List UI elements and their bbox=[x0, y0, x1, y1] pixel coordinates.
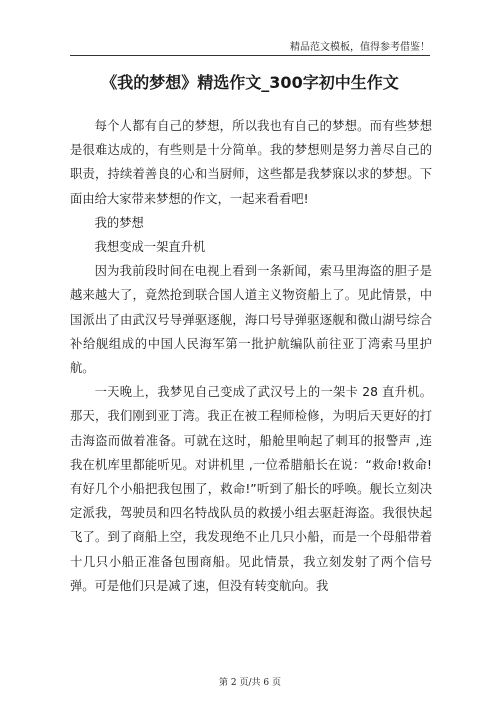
essay-heading: 我的梦想 bbox=[94, 215, 144, 230]
header-divider bbox=[70, 55, 430, 56]
header-note: 精品范文模板，值得参考借鉴！ bbox=[290, 42, 430, 53]
essay-subheading: 我想变成一架直升机 bbox=[94, 240, 206, 255]
article-body bbox=[70, 114, 432, 598]
body-paragraph: 因为我前段时间在电视上看到一条新闻，索马里海盗的胆子是越来越大了，竟然抢到联合国人道主义物资船上了。见此情景，中国派出了由武汉号导弹驱逐舰，海口号导弹驱逐舰和微山湖号综合补给舰组成的中国人民海军第一批护航编队前往亚丁湾索马里护航。 bbox=[70, 264, 432, 376]
page-number: 第 2 页/共 6 页 bbox=[219, 678, 281, 688]
body-paragraph: 一天晚上，我梦见自己变成了武汉号上的一架卡 28 直升机。那天，我们刚到亚丁湾。我正在被工程师检修，为明后天更好的打击海盗而做着准备。可就在这时，船舱里响起了刺耳的报警声 ,连我在机库里都能听见。对讲机里 ,一位希腊船长在说：“救命!救命!有好几个小船把我包围了，救命!”听到了船长的呼唤。舰长立刻决定派我，驾驶员和四名特战队员的救援小组去驱赶海盗。我很快起飞了。到了商船上空，我发现绝不止几只小船，而是一个母船带着十几只小船正准备包围商船。见此情景，我立刻发射了两个信号弹。可是他们只是减了速，但没有转变航向。我 bbox=[70, 385, 432, 593]
intro-paragraph: 每个人都有自己的梦想，所以我也有自己的梦想。而有些梦想是很难达成的，有些则是十分简单。我的梦想则是努力善尽自己的职责，持续着善良的心和当厨师，这些都是我梦寐以求的梦想。下面由给大家带来梦想的作文，一起来看看吧! bbox=[70, 119, 432, 206]
document-title: 《我的梦想》精选作文_300字初中生作文 bbox=[101, 73, 399, 92]
